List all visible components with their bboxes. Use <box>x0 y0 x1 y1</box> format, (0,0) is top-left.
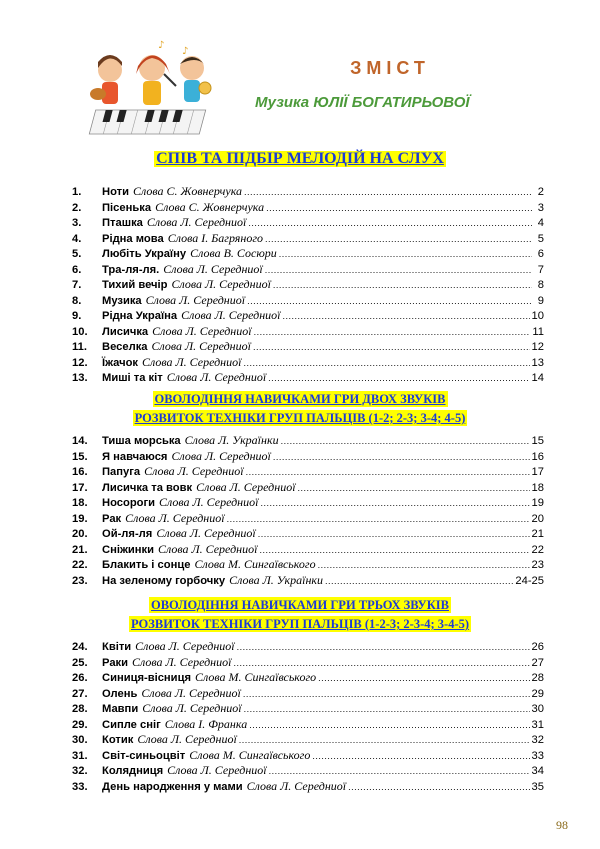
toc-entry[interactable] <box>72 433 544 449</box>
toc-entry[interactable] <box>72 639 544 655</box>
dot-leader <box>249 718 529 734</box>
entry-title: Ноти <box>102 186 129 198</box>
entry-page: 32 <box>531 734 544 746</box>
entry-author: Слова Л. Українки <box>184 433 279 447</box>
entry-number: 25. <box>72 656 88 669</box>
entry-page: 26 <box>531 641 544 653</box>
dot-leader <box>243 356 529 372</box>
entry-title: Рідна Україна <box>102 310 178 322</box>
toc-entry[interactable] <box>72 293 544 309</box>
entry-number: 28. <box>72 703 88 715</box>
entry-author: Слова Л. Середниої <box>171 448 271 463</box>
entry-page: 3 <box>537 201 544 214</box>
section-heading-3 <box>0 596 600 633</box>
entry-title: Сніжинки <box>102 543 154 556</box>
toc-entry[interactable] <box>72 542 544 558</box>
dot-leader <box>244 185 532 201</box>
entry-title: Музика <box>102 294 142 307</box>
entry-page: 13 <box>531 356 544 369</box>
entry-number: 22. <box>72 559 88 571</box>
entry-title: Я навчаюся <box>102 450 168 463</box>
dot-leader <box>246 465 530 481</box>
entry-author: Слова Л. Середниої <box>145 292 246 307</box>
entry-page: 22 <box>531 543 544 556</box>
section-heading-1 <box>0 150 600 168</box>
dot-leader <box>273 278 532 294</box>
toc-list-1 <box>72 184 544 386</box>
dot-leader <box>266 201 532 217</box>
toc-entry[interactable] <box>72 355 544 371</box>
entry-title: Синиця-вісниця <box>102 672 191 684</box>
entry-page: 8 <box>537 279 544 291</box>
section-heading-line: РОЗВИТОК ТЕХНІКИ ГРУП ПАЛЬЦІВ (1-2-3; 2-3-4; 3-4-5) <box>130 617 470 631</box>
toc-entry[interactable] <box>72 277 544 293</box>
dot-leader <box>247 294 532 310</box>
dot-leader <box>268 371 529 387</box>
toc-entry[interactable] <box>72 215 544 231</box>
toc-entry[interactable] <box>72 495 544 511</box>
dot-leader <box>273 450 530 466</box>
entry-author: Слова Л. Середниої <box>144 464 244 478</box>
entry-title: Раки <box>102 656 129 669</box>
toc-entry[interactable] <box>72 511 544 527</box>
entry-page: 21 <box>531 528 544 540</box>
entry-number: 19. <box>72 512 88 525</box>
entry-number: 3. <box>72 217 82 229</box>
entry-title: Любіть Україну <box>102 248 187 260</box>
dot-leader <box>244 702 530 718</box>
entry-author: Слова Л. Середниої <box>167 763 267 777</box>
entry-title: Блакить і сонце <box>102 559 191 571</box>
entry-number: 23. <box>72 574 88 587</box>
entry-author: Слова Л. Середниої <box>158 541 258 556</box>
entry-title: Веселка <box>102 341 148 353</box>
entry-page: 24-25 <box>515 574 544 587</box>
entry-page: 5 <box>537 232 544 245</box>
entry-author: Слова Л. Середниої <box>159 495 259 509</box>
entry-author: Слова Л. Середниої <box>141 685 241 700</box>
entry-number: 32. <box>72 765 88 777</box>
page-number: 98 <box>556 818 568 832</box>
entry-page: 19 <box>531 497 544 509</box>
entry-page: 27 <box>531 656 544 669</box>
entry-number: 13. <box>72 372 88 384</box>
entry-page: 18 <box>531 481 544 494</box>
entry-page: 35 <box>531 780 544 793</box>
dot-leader <box>318 558 530 574</box>
page-subtitle <box>255 94 555 111</box>
entry-number: 5. <box>72 248 82 260</box>
entry-page: 11 <box>532 325 544 338</box>
entry-author: Слова Л. Середниої <box>166 370 267 384</box>
entry-title: Тра-ля-ля. <box>102 263 160 276</box>
dot-leader <box>312 749 529 765</box>
toc-entry[interactable] <box>72 748 544 764</box>
dot-leader <box>243 687 530 703</box>
dot-leader <box>258 527 530 543</box>
entry-author: Слова І. Багряного <box>167 230 264 245</box>
toc-entry[interactable] <box>72 449 544 465</box>
entry-title: Тихий вечір <box>102 279 168 291</box>
entry-number: 14. <box>72 435 88 447</box>
entry-author: Слова Л. Середниої <box>196 479 296 494</box>
entry-title: На зеленому горбочку <box>102 574 226 587</box>
toc-entry[interactable] <box>72 526 544 542</box>
entry-number: 4. <box>72 232 82 245</box>
entry-title: День народження у мами <box>102 780 243 793</box>
dot-leader <box>259 543 529 559</box>
section-heading-line: ОВОЛОДІННЯ НАВИЧКАМИ ГРИ ДВОХ ЗВУКІВ <box>154 392 446 406</box>
dot-leader <box>254 325 531 341</box>
toc-entry[interactable] <box>72 480 544 496</box>
section-heading-2 <box>0 390 600 427</box>
entry-author: Слова Л. Середниої <box>142 701 242 715</box>
entry-number: 9. <box>72 310 82 322</box>
toc-entry[interactable] <box>72 464 544 480</box>
entry-page: 20 <box>531 512 544 525</box>
entry-number: 27. <box>72 687 88 700</box>
dot-leader <box>233 656 529 672</box>
entry-title: Лисичка та вовк <box>102 481 193 494</box>
subtitle-composer: ЮЛІЇ БОГАТИРЬОВОЇ <box>313 94 470 111</box>
toc-entry[interactable] <box>72 732 544 748</box>
entry-title: Миші та кіт <box>102 372 163 384</box>
entry-title: Квіти <box>102 641 132 653</box>
toc-entry[interactable] <box>72 308 544 324</box>
entry-author: Слова В. Сосюри <box>190 246 277 260</box>
entry-page: 9 <box>537 294 544 307</box>
dot-leader <box>318 671 529 687</box>
entry-author: Слова М. Сингаївського <box>194 670 317 684</box>
entry-author: Слова С. Жовнерчука <box>155 199 265 214</box>
dot-leader <box>265 263 532 279</box>
entry-author: Слова М. Сингаївського <box>194 557 316 571</box>
toc-entry[interactable] <box>72 200 544 216</box>
entry-author: Слова Л. Середниої <box>151 339 251 353</box>
entry-page: 16 <box>531 450 544 463</box>
dot-leader <box>279 247 532 263</box>
entry-number: 30. <box>72 734 88 746</box>
entry-author: Слова Л. Середниої <box>125 510 225 525</box>
toc-list-2 <box>72 433 544 588</box>
toc-entry[interactable] <box>72 324 544 340</box>
entry-title: Рідна мова <box>102 232 164 245</box>
children-singing-illustration <box>80 38 220 138</box>
entry-page: 6 <box>537 248 544 260</box>
toc-entry[interactable] <box>72 231 544 247</box>
dot-leader <box>237 640 530 656</box>
entry-number: 6. <box>72 263 82 276</box>
entry-author: Слова Л. Середниої <box>152 323 252 338</box>
entry-author: Слова І. Франка <box>164 716 248 731</box>
svg-text:♪: ♪ <box>158 40 165 51</box>
entry-page: 2 <box>537 186 544 198</box>
entry-author: Слова Л. Середниої <box>142 354 242 369</box>
entry-title: Котик <box>102 734 134 746</box>
entry-number: 2. <box>72 201 82 214</box>
entry-page: 10 <box>531 310 544 322</box>
toc-entry[interactable] <box>72 763 544 779</box>
entry-page: 17 <box>531 466 544 478</box>
toc-entry[interactable] <box>72 557 544 573</box>
entry-author: Слова Л. Українки <box>229 572 324 587</box>
subtitle-prefix: Музика <box>255 94 310 111</box>
entry-number: 20. <box>72 528 88 540</box>
toc-entry[interactable] <box>72 670 544 686</box>
entry-number: 1. <box>72 186 82 198</box>
dot-leader <box>253 340 530 356</box>
entry-author: Слова Л. Середниої <box>146 215 247 229</box>
entry-author: Слова Л. Середниої <box>246 778 347 793</box>
toc-entry[interactable] <box>72 370 544 386</box>
entry-page: 7 <box>537 263 544 276</box>
section-heading-line: ОВОЛОДІННЯ НАВИЧКАМИ ГРИ ТРЬОХ ЗВУКІВ <box>151 598 449 612</box>
entry-author: Слова Л. Середниої <box>137 732 237 746</box>
entry-number: 8. <box>72 294 82 307</box>
entry-number: 29. <box>72 718 88 731</box>
entry-page: 4 <box>537 217 544 229</box>
entry-number: 33. <box>72 780 88 793</box>
entry-author: Слова Л. Середниої <box>156 526 256 540</box>
entry-author: Слова М. Сингаївського <box>189 747 311 762</box>
entry-author: Слова Л. Середниої <box>132 654 232 669</box>
entry-title: Пташка <box>102 217 143 229</box>
entry-page: 14 <box>531 372 544 384</box>
dot-leader <box>281 434 530 450</box>
entry-page: 15 <box>531 435 544 447</box>
toc-entry[interactable] <box>72 573 544 589</box>
entry-page: 31 <box>531 718 544 731</box>
dot-leader <box>348 780 529 796</box>
entry-number: 24. <box>72 641 88 653</box>
dot-leader <box>260 496 529 512</box>
entry-author: Слова С. Жовнерчука <box>133 184 243 198</box>
svg-text:♪: ♪ <box>182 46 189 57</box>
entry-number: 16. <box>72 466 88 478</box>
page-title: ЗМІСТ <box>350 58 430 78</box>
toc-entry[interactable] <box>72 701 544 717</box>
entry-title: Тиша морська <box>102 435 181 447</box>
dot-leader <box>227 512 530 528</box>
dot-leader <box>298 481 530 497</box>
toc-entry[interactable] <box>72 686 544 702</box>
entry-page: 33 <box>531 749 544 762</box>
entry-title: Сипле сніг <box>102 718 161 731</box>
entry-title: Колядниця <box>102 765 164 777</box>
entry-title: Папуга <box>102 466 141 478</box>
entry-number: 17. <box>72 481 88 494</box>
entry-number: 15. <box>72 450 88 463</box>
dot-leader <box>248 216 532 232</box>
toc-entry[interactable] <box>72 339 544 355</box>
entry-title: Ой-ля-ля <box>102 528 153 540</box>
entry-page: 12 <box>531 341 544 353</box>
entry-page: 34 <box>531 765 544 777</box>
entry-number: 31. <box>72 749 88 762</box>
dot-leader <box>283 309 530 325</box>
entry-title: Рак <box>102 512 122 525</box>
entry-page: 29 <box>531 687 544 700</box>
entry-author: Слова Л. Середниої <box>181 308 281 322</box>
entry-number: 11. <box>72 341 87 353</box>
section-heading-line: РОЗВИТОК ТЕХНІКИ ГРУП ПАЛЬЦІВ (1-2; 2-3; 3-4; 4-5) <box>134 411 466 425</box>
entry-number: 7. <box>72 279 82 291</box>
toc-entry[interactable] <box>72 655 544 671</box>
entry-author: Слова Л. Середниої <box>135 639 235 653</box>
entry-page: 23 <box>531 559 544 571</box>
entry-author: Слова Л. Середниої <box>171 277 271 291</box>
entry-page: 28 <box>531 672 544 684</box>
entry-number: 10. <box>72 325 88 338</box>
entry-title: Олень <box>102 687 138 700</box>
dot-leader <box>239 733 530 749</box>
section-heading-line: СПІВ ТА ПІДБІР МЕЛОДІЙ НА СЛУХ <box>156 150 444 167</box>
entry-author: Слова Л. Середниої <box>163 261 263 276</box>
entry-title: Їжачок <box>102 356 139 369</box>
dot-leader <box>325 574 513 590</box>
entry-page: 30 <box>531 703 544 715</box>
entry-number: 18. <box>72 497 88 509</box>
entry-number: 26. <box>72 672 88 684</box>
toc-entry[interactable] <box>72 779 544 795</box>
dot-leader <box>265 232 532 248</box>
entry-title: Світ-синьоцвіт <box>102 749 186 762</box>
dot-leader <box>269 764 530 780</box>
entry-number: 21. <box>72 543 88 556</box>
entry-title: Носороги <box>102 497 156 509</box>
entry-number: 12. <box>72 356 88 369</box>
entry-title: Пісенька <box>102 201 152 214</box>
toc-entry[interactable] <box>72 246 544 262</box>
toc-list-3 <box>72 639 544 794</box>
entry-title: Мавпи <box>102 703 139 715</box>
toc-entry[interactable] <box>72 717 544 733</box>
toc-entry[interactable] <box>72 262 544 278</box>
entry-title: Лисичка <box>102 325 149 338</box>
toc-entry[interactable] <box>72 184 544 200</box>
